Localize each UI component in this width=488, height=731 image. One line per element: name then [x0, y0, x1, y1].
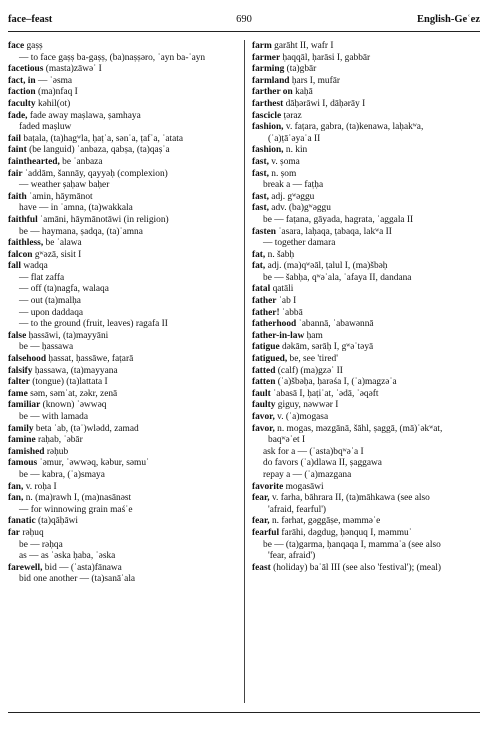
dictionary-entry	[252, 354, 482, 366]
entry-headword: fasten	[252, 226, 276, 237]
entry-headword: familiar	[8, 400, 41, 411]
dictionary-entry	[252, 157, 482, 169]
entry-definition: bid — (ʾasta)fānawa	[42, 562, 122, 573]
entry-subline	[252, 505, 482, 517]
entry-definition: be, see 'tired'	[287, 354, 338, 365]
entry-headword: fatal	[252, 284, 271, 295]
dictionary-entry	[252, 284, 482, 296]
entry-headword: fearful	[252, 527, 280, 538]
entry-headword: faction	[8, 87, 36, 98]
entry-subline	[8, 319, 238, 331]
entry-subline	[8, 296, 238, 308]
dictionary-entry	[8, 377, 238, 389]
entry-headword: farther on	[252, 87, 293, 98]
entry-definition: gaṣṣ	[24, 41, 43, 51]
page-header	[8, 14, 480, 30]
dictionary-entry	[8, 424, 238, 436]
dictionary-entry	[252, 400, 482, 412]
dictionary-entry	[252, 377, 482, 389]
entry-definition: (be languid) ʾanbaza, qabṣa, (ta)qaṣʿa	[26, 145, 170, 156]
entry-headword: famine	[8, 435, 36, 446]
entry-definition: — for winnowing grain maśʿe	[19, 504, 133, 515]
entry-subline	[8, 308, 238, 320]
entry-headword: farewell,	[8, 562, 43, 573]
entry-headword: faithful	[8, 214, 38, 225]
entry-definition: garāht II, wafr I	[271, 41, 334, 51]
entry-definition: ḥassāwi, (ta)mayyāni	[26, 330, 109, 341]
entry-definition: ʾabasā I, ḥaṭiʾat, ʾədā, ʾəqəft	[270, 388, 379, 399]
dictionary-entry	[8, 482, 238, 494]
entry-definition: v. roḥa I	[23, 481, 57, 492]
dictionary-entry	[252, 53, 482, 65]
dictionary-entry	[252, 342, 482, 354]
entry-headword: fashion,	[252, 122, 284, 133]
dictionary-entry	[8, 354, 238, 366]
dictionary-entry	[8, 493, 238, 505]
page-number: 690	[236, 14, 252, 25]
dictionary-entry	[252, 308, 482, 320]
dictionary-entry	[252, 412, 482, 424]
entry-headword: farm	[252, 41, 272, 51]
entry-headword: fast,	[252, 203, 269, 214]
entry-headword: fanatic	[8, 516, 36, 527]
entry-headword: fear,	[252, 516, 270, 527]
entry-headword: fascicle	[252, 110, 282, 121]
entry-definition: gʷəzā, sisit I	[32, 249, 82, 260]
entry-headword: fatherhood	[252, 319, 297, 330]
entry-subline	[8, 505, 238, 517]
dictionary-entry	[8, 64, 238, 76]
entry-definition: break a — faṭḥa	[263, 180, 324, 191]
entry-definition: ʾamāni, hāymānotāwi (in religion)	[37, 214, 169, 225]
entry-subline	[8, 122, 238, 134]
entry-definition: ʾab I	[276, 296, 297, 307]
entry-headword: fan,	[8, 481, 24, 492]
entry-definition: rəḥub	[44, 446, 69, 457]
header-right-section-title: English-Geʿez	[417, 14, 480, 25]
entry-definition: ʾamin, hāymānot	[26, 191, 93, 202]
entry-definition: be ʿalawa	[43, 238, 82, 249]
entry-headword: fade,	[8, 110, 28, 121]
dictionary-entry	[8, 400, 238, 412]
dictionary-entry	[252, 331, 482, 343]
entry-headword: fault	[252, 388, 271, 399]
entry-definition: n. šabḥ	[265, 249, 295, 260]
entry-subline	[8, 412, 238, 424]
entry-headword: favor,	[252, 423, 275, 434]
entry-definition: — out (ta)malḥa	[19, 296, 81, 307]
entry-definition: v. (ʾa)mogasa	[274, 412, 329, 422]
entry-headword: fast,	[252, 156, 269, 167]
entry-definition: kaḥā	[292, 87, 313, 98]
entry-definition: adj. (ma)qʷəāl, ṭalul I, (ma)šbəḥ	[265, 261, 388, 272]
entry-definition: farāhi, dəgdug, ḥənquq I, məmmuʿ	[279, 527, 412, 538]
dictionary-entry	[252, 366, 482, 378]
entry-definition: beta ʾab, (təʾ)wlədd, zamad	[33, 423, 139, 434]
entry-headword: falter	[8, 377, 30, 388]
dictionary-entry	[8, 111, 238, 123]
entry-subline	[252, 540, 482, 552]
header-rule	[8, 31, 480, 32]
entry-definition: ḥam	[304, 330, 323, 341]
entry-headword: favorite	[252, 481, 284, 492]
entry-definition: adj. gʷəggu	[268, 191, 315, 202]
entry-definition: (holiday) baʿāl III (see also 'festival'); (meal)	[270, 562, 441, 573]
entry-definition: v. farha, bāhrara II, (ta)māhkawa (see also	[269, 493, 430, 504]
dictionary-entry	[8, 435, 238, 447]
entry-headword: fear,	[252, 493, 270, 504]
entry-subline	[252, 551, 482, 563]
entry-headword: fame	[8, 388, 28, 399]
entry-definition: — to face gaṣṣ ba-gaṣṣ, (ba)naṣṣǝro, ʾayn ba-ʾayn	[19, 52, 206, 63]
entry-headword: fatted	[252, 365, 276, 376]
entry-headword: facetious	[8, 64, 44, 75]
dictionary-entry	[252, 145, 482, 157]
entry-definition: do favors (ʾa)dlawa II, ṣaggawa	[263, 458, 382, 469]
entry-definition: bid one another — (ta)sanāʾala	[19, 574, 136, 585]
entry-definition: be — faṭana, gāyada, hagrata, ʾaggala II	[263, 214, 414, 225]
entry-headword: father!	[252, 307, 280, 318]
dictionary-entry	[8, 366, 238, 378]
entry-headword: fatigued,	[252, 354, 288, 365]
dictionary-entry	[252, 528, 482, 540]
dictionary-entry	[8, 99, 238, 111]
entry-subline	[252, 273, 482, 285]
entry-definition: be — kabra, (ʾa)smaya	[19, 469, 105, 480]
entry-subline	[252, 447, 482, 459]
dictionary-entry	[252, 319, 482, 331]
entry-headword: far	[8, 527, 20, 538]
entry-definition: v. ṣoma	[268, 156, 300, 167]
entry-headword: fatten	[252, 377, 276, 388]
dictionary-entry	[8, 192, 238, 204]
dictionary-entry	[252, 389, 482, 401]
entry-headword: favor,	[252, 412, 275, 422]
dictionary-entry	[252, 99, 482, 111]
dictionary-entry	[8, 238, 238, 250]
entry-definition: n. mogas, məzgānā, šāhl, ṣaggā, (mā)ʾəkʷat,	[274, 423, 443, 434]
entry-headword: fact, in	[8, 75, 36, 86]
dictionary-entry	[252, 41, 482, 53]
entry-definition: (known) ʾəwwəq	[40, 400, 107, 411]
entry-headword: fatigue	[252, 342, 280, 353]
entry-headword: famished	[8, 446, 45, 457]
entry-definition: be — rəḥqa	[19, 539, 63, 550]
entry-subline	[8, 53, 238, 65]
dictionary-entry	[252, 261, 482, 273]
entry-headword: fast,	[252, 168, 269, 179]
entry-definition: repay a — (ʾa)mazgana	[263, 469, 352, 480]
dictionary-entry	[8, 134, 238, 146]
dictionary-entry	[252, 169, 482, 181]
entry-subline	[8, 470, 238, 482]
entry-subline	[8, 273, 238, 285]
dictionary-entry	[252, 64, 482, 76]
dictionary-entry	[252, 516, 482, 528]
entry-definition: səm, səmʿat, zəkr, zenā	[27, 388, 118, 399]
dictionary-entry	[8, 389, 238, 401]
dictionary-entry	[252, 76, 482, 88]
entry-definition: (ma)nfaq I	[35, 87, 78, 98]
dictionary-entry	[252, 122, 482, 134]
entry-definition: — to the ground (fruit, leaves) ragafa II	[19, 319, 168, 330]
dictionary-entry	[252, 563, 482, 575]
dictionary-entry	[252, 296, 482, 308]
entry-definition: baṭala, (ta)hagʷla, ḥaṭʾa, sənʿa, ṭafʾa, ʾatata	[21, 133, 184, 144]
entry-headword: fat,	[252, 249, 266, 260]
entry-subline	[252, 134, 482, 146]
entry-definition: mogasāwi	[283, 481, 324, 492]
entry-definition: dəkām, sərāḥ I, gʷəʾtəyā	[279, 342, 374, 353]
entry-definition: dāḥərāwi I, dāḥərāy I	[283, 98, 366, 109]
entry-headword: fan,	[8, 493, 24, 504]
entry-definition: be — ḥassawa	[19, 342, 74, 353]
entry-definition: ḥassat, ḥassāwe, faṭarā	[46, 354, 134, 365]
entry-definition: ṭəraz	[281, 110, 302, 121]
entry-headword: father-in-law	[252, 330, 305, 341]
column-divider	[244, 40, 245, 703]
entry-definition: 'afraid, fearful')	[268, 504, 327, 515]
entry-headword: famous	[8, 458, 38, 469]
entry-definition: — upon daddaqa	[19, 307, 84, 318]
dictionary-entry	[8, 250, 238, 262]
entry-headword: farming	[252, 64, 285, 75]
entry-headword: farthest	[252, 98, 284, 109]
entry-definition: — off (ta)nagfa, walaqa	[19, 284, 109, 295]
dictionary-entry	[8, 516, 238, 528]
entry-definition: ask for a — (ʾasta)bqʷəʿa I	[263, 446, 364, 457]
entry-definition: fade away maṣlawa, ṣamhaya	[27, 110, 141, 121]
entry-definition: n. (ma)rawh I, (ma)nasānəst	[23, 493, 132, 504]
entry-definition: — weather ṣaḥaw baḥer	[19, 180, 110, 191]
dictionary-entry	[252, 203, 482, 215]
dictionary-entry	[8, 87, 238, 99]
dictionary-entry	[8, 145, 238, 157]
entry-headword: fat,	[252, 261, 266, 272]
dictionary-entry	[252, 424, 482, 436]
entry-definition: giguy, nəwwər I	[275, 400, 339, 411]
dictionary-entry	[8, 76, 238, 88]
entry-subline	[8, 284, 238, 296]
dictionary-entry	[8, 331, 238, 343]
entry-headword: faith	[8, 191, 27, 202]
dictionary-entry	[8, 215, 238, 227]
entry-definition: faded maṣluw	[19, 122, 72, 133]
entry-definition: ʾabannā, ʾabawənnā	[296, 319, 374, 330]
entry-subline	[8, 551, 238, 563]
entry-definition: — flat zaffa	[19, 272, 65, 283]
entry-definition: rəḥuq	[19, 527, 44, 538]
entry-subline	[8, 342, 238, 354]
dictionary-entry	[8, 458, 238, 470]
entry-subline	[252, 470, 482, 482]
entry-definition: 'fear, afraid')	[268, 551, 316, 562]
dictionary-entry	[252, 111, 482, 123]
entry-headword: fair	[8, 168, 23, 179]
entry-headword: falsehood	[8, 354, 47, 365]
entry-headword: fashion,	[252, 145, 284, 156]
entry-subline	[252, 435, 482, 447]
entry-definition: ḥars I, mufār	[289, 75, 341, 86]
entry-headword: family	[8, 423, 34, 434]
dictionary-entry	[8, 528, 238, 540]
entry-headword: farmer	[252, 52, 281, 63]
entry-definition: have — in ʾamna, (ta)wakkala	[19, 203, 133, 214]
entry-headword: falsify	[8, 365, 33, 376]
dictionary-entry	[252, 250, 482, 262]
entry-definition: be — with lamada	[19, 412, 88, 422]
header-left-guide-words: face–feast	[8, 14, 53, 25]
entry-subline	[252, 180, 482, 192]
entry-subline	[8, 180, 238, 192]
entry-headword: farmland	[252, 75, 290, 86]
dictionary-entry	[8, 261, 238, 273]
entry-definition: be — (ta)garma, ḥanqaqa I, mammaʿa (see also	[263, 539, 441, 550]
entry-definition: ḥassawa, (ta)mayyana	[32, 365, 118, 376]
entry-subline	[252, 458, 482, 470]
footer-rule	[8, 712, 480, 713]
entry-headword: faint	[8, 145, 27, 156]
entry-headword: fainthearted,	[8, 156, 60, 167]
dictionary-entry	[252, 482, 482, 494]
entry-definition: (tongue) (ta)lattata I	[29, 377, 108, 388]
entry-subline	[8, 227, 238, 239]
entry-definition: be — haymana, ṣadqa, (ta)ʾamna	[19, 226, 143, 237]
dictionary-entry	[8, 563, 238, 575]
entry-headword: faithless,	[8, 238, 44, 249]
entry-subline	[252, 215, 482, 227]
entry-definition: — ʾəsma	[35, 75, 73, 86]
entry-subline	[8, 574, 238, 586]
entry-headword: faulty	[252, 400, 276, 411]
entry-definition: qatāli	[270, 284, 294, 295]
entry-definition: ʾabbā	[279, 307, 303, 318]
entry-subline	[8, 203, 238, 215]
entry-definition: n. kin	[283, 145, 308, 156]
dictionary-entry	[252, 87, 482, 99]
entry-headword: father	[252, 296, 277, 307]
dictionary-entry	[252, 192, 482, 204]
entry-definition: n. fərhat, gəggāṣe, məmməʿe	[269, 516, 381, 527]
dictionary-entry	[252, 493, 482, 505]
entry-definition: ʾasara, laḥaqa, ṭabaqa, lakʷa II	[275, 226, 392, 237]
left-column	[8, 41, 238, 586]
entry-definition: be ʾanbaza	[59, 156, 103, 167]
entry-definition: (ta)qāḥāwi	[35, 516, 79, 527]
entry-definition: as — as ʾəska ḥaba, ʾəska	[19, 551, 116, 562]
dictionary-entry	[8, 41, 238, 53]
entry-headword: fail	[8, 133, 22, 144]
entry-definition: (ta)gbār	[284, 64, 317, 75]
entry-definition: (calf) (ma)gzəʾ II	[275, 365, 343, 376]
right-column	[252, 41, 482, 574]
dictionary-entry	[8, 169, 238, 181]
entry-headword: falcon	[8, 249, 33, 260]
entry-definition: — together damara	[263, 238, 336, 249]
entry-headword: fall	[8, 261, 22, 272]
entry-definition: kəhil(ot)	[35, 98, 71, 109]
entry-subline	[252, 238, 482, 250]
entry-definition: baqʷəʿet I	[268, 435, 306, 446]
entry-definition: (masta)zāwəʿ I	[43, 64, 102, 75]
entry-definition: n. ṣom	[268, 168, 297, 179]
entry-subline	[8, 540, 238, 552]
entry-headword: feast	[252, 562, 271, 573]
dictionary-entry	[8, 157, 238, 169]
dictionary-entry	[252, 227, 482, 239]
entry-definition: wadqa	[21, 261, 48, 272]
entry-definition: raḥab, ʾəbār	[35, 435, 83, 446]
entry-headword: false	[8, 330, 27, 341]
entry-definition: v. faṭara, gabra, (ta)kenawa, laḥakʷa,	[283, 122, 424, 133]
entry-headword: face	[8, 41, 25, 51]
entry-headword: faculty	[8, 98, 36, 109]
entry-definition: (ʾa)šbəḥa, ḥarəśa I, (ʾa)magzəʾa	[275, 377, 397, 388]
entry-definition: ʾaddām, šannāy, qayyəḥ (complexion)	[22, 168, 168, 179]
entry-definition: ḥaqqāl, ḥarāsi I, gabbār	[280, 52, 371, 63]
entry-definition: (ʾa)ṭāʿəyaʿa II	[268, 133, 321, 144]
dictionary-entry	[8, 447, 238, 459]
entry-headword: fast,	[252, 191, 269, 202]
entry-definition: ʾəmur, ʾəwwəq, kəbur, səmuʿ	[37, 458, 150, 469]
entry-definition: be — šabḥa, qʷəʿala, ʾafaya II, dandana	[263, 272, 412, 283]
entry-definition: adv. (ba)gʷəggu	[268, 203, 331, 214]
